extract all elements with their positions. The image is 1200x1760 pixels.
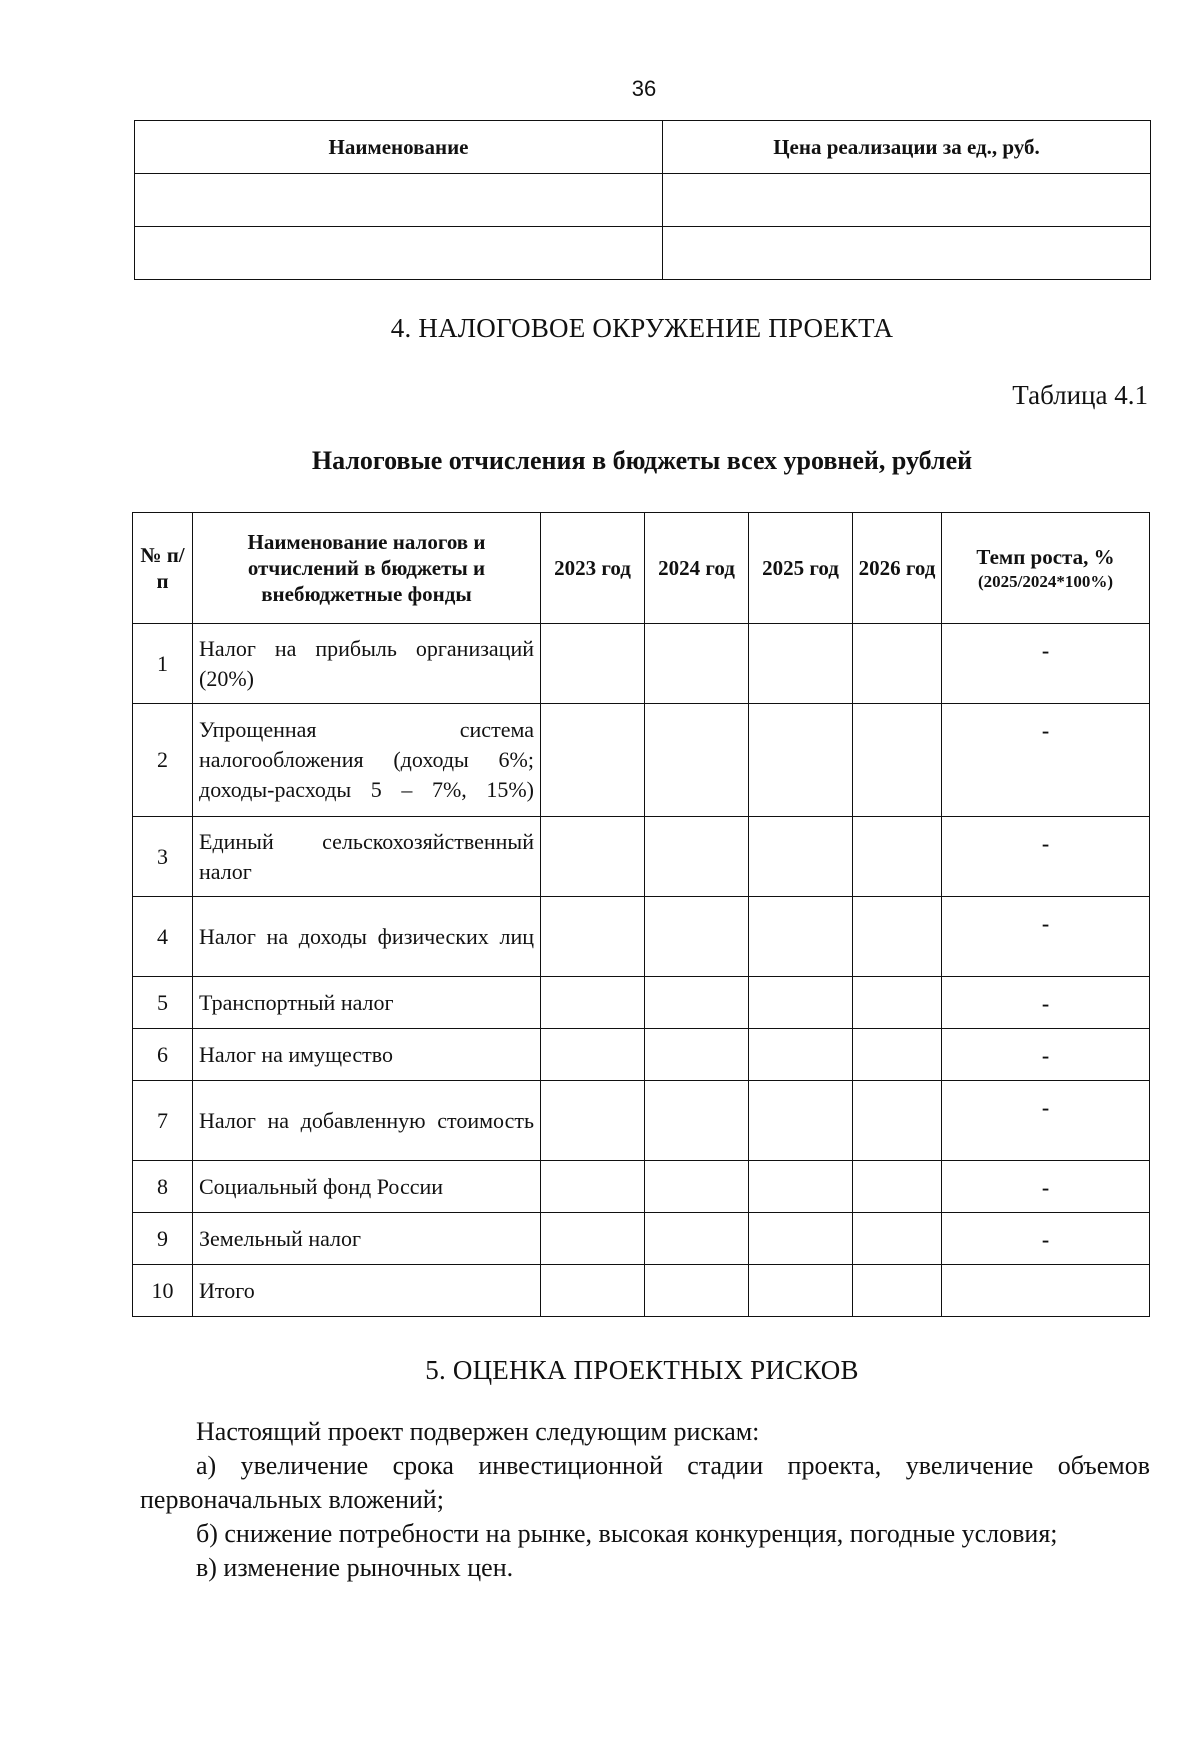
tax-name: Транспортный налог xyxy=(193,977,541,1029)
table-row xyxy=(133,624,1150,704)
tax-table-body xyxy=(133,624,1150,1317)
year-value-cell xyxy=(749,817,853,897)
year-value-cell xyxy=(749,1265,853,1317)
year-value-cell xyxy=(541,977,645,1029)
year-value-cell xyxy=(853,1265,942,1317)
price-table-header-price: Цена реализации за ед., руб. xyxy=(663,121,1151,174)
section-4-title: 4. НАЛОГОВОЕ ОКРУЖЕНИЕ ПРОЕКТА xyxy=(390,313,894,343)
header-tax-name: Наименование налогов и отчислений в бюджеты и внебюджетные фонды xyxy=(193,513,541,624)
table-row xyxy=(133,1265,1150,1317)
growth-rate: - xyxy=(942,1029,1150,1081)
year-value-cell xyxy=(541,817,645,897)
table-row xyxy=(133,1029,1150,1081)
growth-rate xyxy=(942,1265,1150,1317)
table-row xyxy=(133,897,1150,977)
growth-rate: - xyxy=(942,1161,1150,1213)
row-number: 3 xyxy=(133,817,193,897)
year-value-cell xyxy=(645,897,749,977)
year-value-cell xyxy=(749,1029,853,1081)
year-value-cell xyxy=(853,977,942,1029)
year-value-cell xyxy=(749,1081,853,1161)
year-value-cell xyxy=(853,897,942,977)
row-number: 6 xyxy=(133,1029,193,1081)
year-value-cell xyxy=(541,1213,645,1265)
tax-name: Налог на добавленную стоимость xyxy=(193,1081,541,1161)
year-value-cell xyxy=(749,1161,853,1213)
year-value-cell xyxy=(645,817,749,897)
year-value-cell xyxy=(749,1213,853,1265)
tax-name: Налог на прибыль организаций (20%) xyxy=(193,624,541,704)
year-value-cell xyxy=(853,624,942,704)
year-value-cell xyxy=(645,977,749,1029)
row-number: 1 xyxy=(133,624,193,704)
table-row xyxy=(133,1161,1150,1213)
price-table xyxy=(134,120,1151,280)
year-value-cell xyxy=(749,897,853,977)
price-table-header-name: Наименование xyxy=(135,121,663,174)
year-value-cell xyxy=(541,1029,645,1081)
year-value-cell xyxy=(645,1029,749,1081)
table-cell xyxy=(663,227,1151,280)
year-value-cell xyxy=(541,1161,645,1213)
year-value-cell xyxy=(645,1213,749,1265)
table-row xyxy=(133,1213,1150,1265)
header-growth-label: Темп роста, % xyxy=(976,545,1115,570)
growth-rate: - xyxy=(942,704,1150,817)
year-value-cell xyxy=(853,704,942,817)
year-value-cell xyxy=(645,624,749,704)
year-value-cell xyxy=(541,1265,645,1317)
table-cell xyxy=(663,174,1151,227)
header-num: № п/п xyxy=(133,513,193,624)
page-number: 36 xyxy=(631,76,657,101)
growth-rate: - xyxy=(942,897,1150,977)
year-value-cell xyxy=(645,704,749,817)
table-row xyxy=(135,174,1151,227)
row-number: 10 xyxy=(133,1265,193,1317)
growth-rate: - xyxy=(942,1081,1150,1161)
table-caption: Налоговые отчисления в бюджеты всех уровней, рублей xyxy=(311,446,973,475)
year-value-cell xyxy=(749,977,853,1029)
tax-table-header-row xyxy=(133,513,1150,624)
year-value-cell xyxy=(645,1081,749,1161)
header-2023: 2023 год xyxy=(541,513,645,624)
year-value-cell xyxy=(541,624,645,704)
table-row xyxy=(133,817,1150,897)
year-value-cell xyxy=(749,704,853,817)
row-number: 5 xyxy=(133,977,193,1029)
header-growth xyxy=(942,513,1150,624)
section-5-title: 5. ОЦЕНКА ПРОЕКТНЫХ РИСКОВ xyxy=(425,1355,859,1385)
year-value-cell xyxy=(749,624,853,704)
header-growth-formula: (2025/2024*100%) xyxy=(977,571,1114,591)
table-row xyxy=(133,1081,1150,1161)
row-number: 4 xyxy=(133,897,193,977)
header-2024: 2024 год xyxy=(645,513,749,624)
tax-table xyxy=(132,512,1150,1317)
growth-rate: - xyxy=(942,1213,1150,1265)
growth-rate: - xyxy=(942,977,1150,1029)
year-value-cell xyxy=(853,1029,942,1081)
tax-name: Социальный фонд России xyxy=(193,1161,541,1213)
table-row xyxy=(133,977,1150,1029)
tax-name: Итого xyxy=(193,1265,541,1317)
year-value-cell xyxy=(853,817,942,897)
header-2025: 2025 год xyxy=(749,513,853,624)
row-number: 7 xyxy=(133,1081,193,1161)
tax-name: Упрощенная система налогообложения (доходы 6%; доходы-расходы 5 – 7%, 15%) xyxy=(193,704,541,817)
table-row xyxy=(135,227,1151,280)
year-value-cell xyxy=(541,897,645,977)
year-value-cell xyxy=(541,1081,645,1161)
year-value-cell xyxy=(853,1213,942,1265)
tax-name: Земельный налог xyxy=(193,1213,541,1265)
table-cell xyxy=(135,174,663,227)
year-value-cell xyxy=(645,1161,749,1213)
year-value-cell xyxy=(645,1265,749,1317)
table-label: Таблица 4.1 xyxy=(1012,380,1148,410)
risks-text xyxy=(140,1415,1150,1585)
risks-intro: Настоящий проект подвержен следующим рискам: xyxy=(196,1417,760,1446)
table-row xyxy=(133,704,1150,817)
risk-item-b: б) снижение потребности на рынке, высокая конкуренция, погодные условия; xyxy=(196,1519,1058,1548)
year-value-cell xyxy=(541,704,645,817)
year-value-cell xyxy=(853,1081,942,1161)
tax-name: Налог на имущество xyxy=(193,1029,541,1081)
row-number: 8 xyxy=(133,1161,193,1213)
growth-rate: - xyxy=(942,817,1150,897)
row-number: 9 xyxy=(133,1213,193,1265)
risk-item-a: а) увеличение срока инвестиционной стадии проекта, увеличение объемов первоначальных вложений; xyxy=(140,1451,1150,1514)
row-number: 2 xyxy=(133,704,193,817)
growth-rate: - xyxy=(942,624,1150,704)
price-table-header-row xyxy=(135,121,1151,174)
year-value-cell xyxy=(853,1161,942,1213)
tax-name: Налог на доходы физических лиц xyxy=(193,897,541,977)
risk-item-c: в) изменение рыночных цен. xyxy=(196,1553,514,1582)
header-2026: 2026 год xyxy=(853,513,942,624)
tax-name: Единый сельскохозяйственный налог xyxy=(193,817,541,897)
table-cell xyxy=(135,227,663,280)
